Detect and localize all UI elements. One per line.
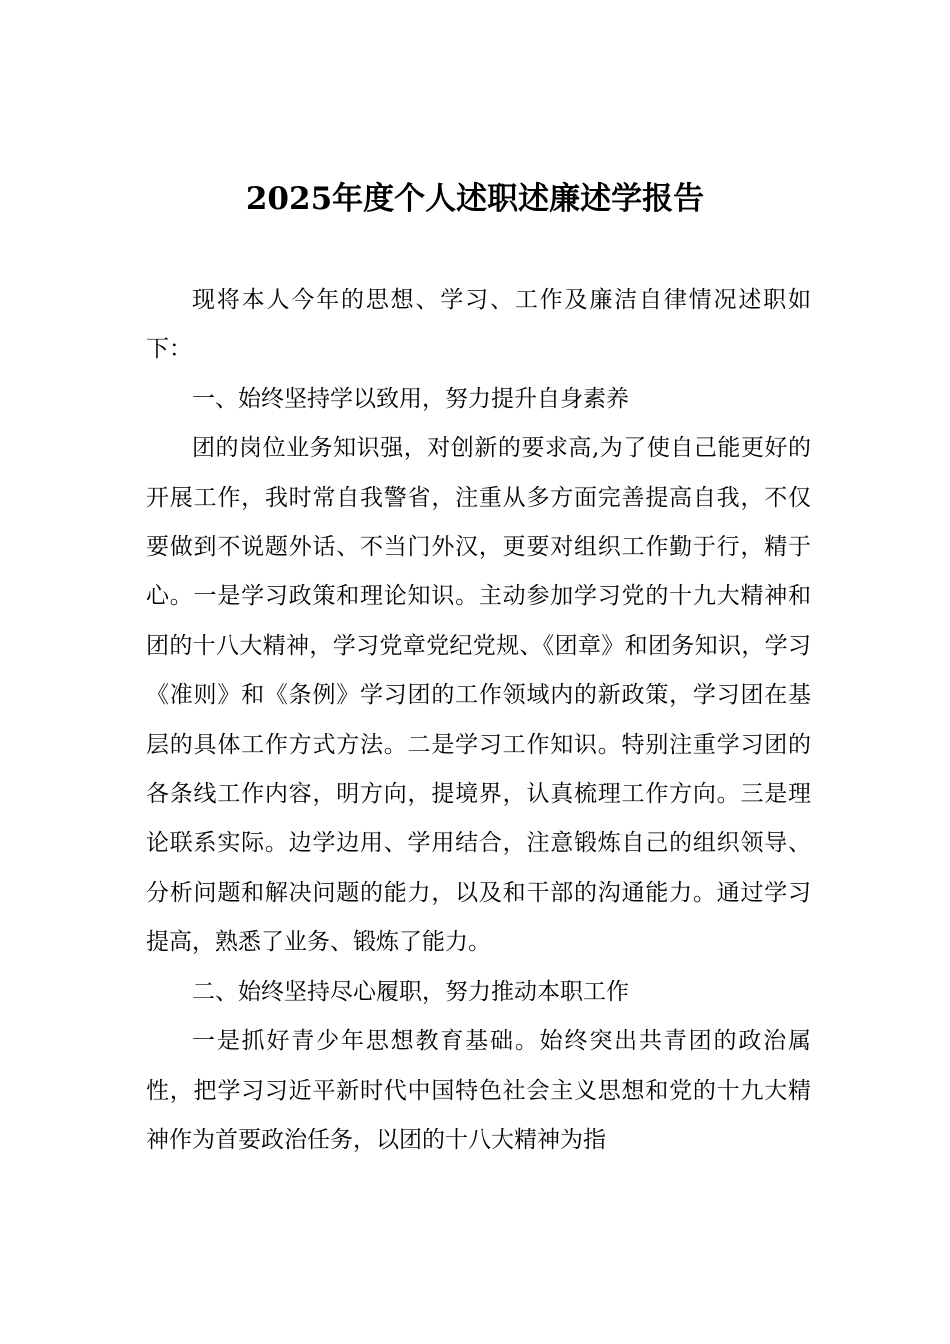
section-heading-1: 一、始终坚持学以致用，努力提升自身素养 (192, 385, 629, 412)
document-body (146, 276, 811, 1165)
document-title: 2025年度个人述职述廉述学报告 (245, 181, 705, 217)
section-heading-2: 二、始终坚持尽心履职，努力推动本职工作 (192, 978, 629, 1005)
section-2-paragraph: 一是抓好青少年思想教育基础。始终突出共青团的政治属性，把学习习近平新时代中国特色社会主义思想和党的十九大精神作为首要政治任务，以团的十八大精神为指 (146, 1028, 811, 1153)
intro-paragraph: 现将本人今年的思想、学习、工作及廉洁自律情况述职如下： (146, 287, 811, 363)
section-1-paragraph: 团的岗位业务知识强，对创新的要求高,为了使自己能更好的开展工作，我时常自我警省，注重从多方面完善提高自我，不仅要做到不说题外话、不当门外汉，更要对组织工作勤于行，精于心。一是学习政策和理论知识。主动参加学习党的十九大精神和团的十八大精神，学习党章党纪党规、《团章》和团务知识，学习《准则》和《条例》学习团的工作领域内的新政策，学习团在基层的具体工作方式方法。二是学习工作知识。特别注重学习团的各条线工作内容，明方向，提境界，认真梳理工作方向。三是理论联系实际。边学边用、学用结合，注意锻炼自己的组织领导、分析问题和解决问题的能力，以及和干部的沟通能力。通过学习提高，熟悉了业务、锻炼了能力。 (146, 435, 811, 956)
